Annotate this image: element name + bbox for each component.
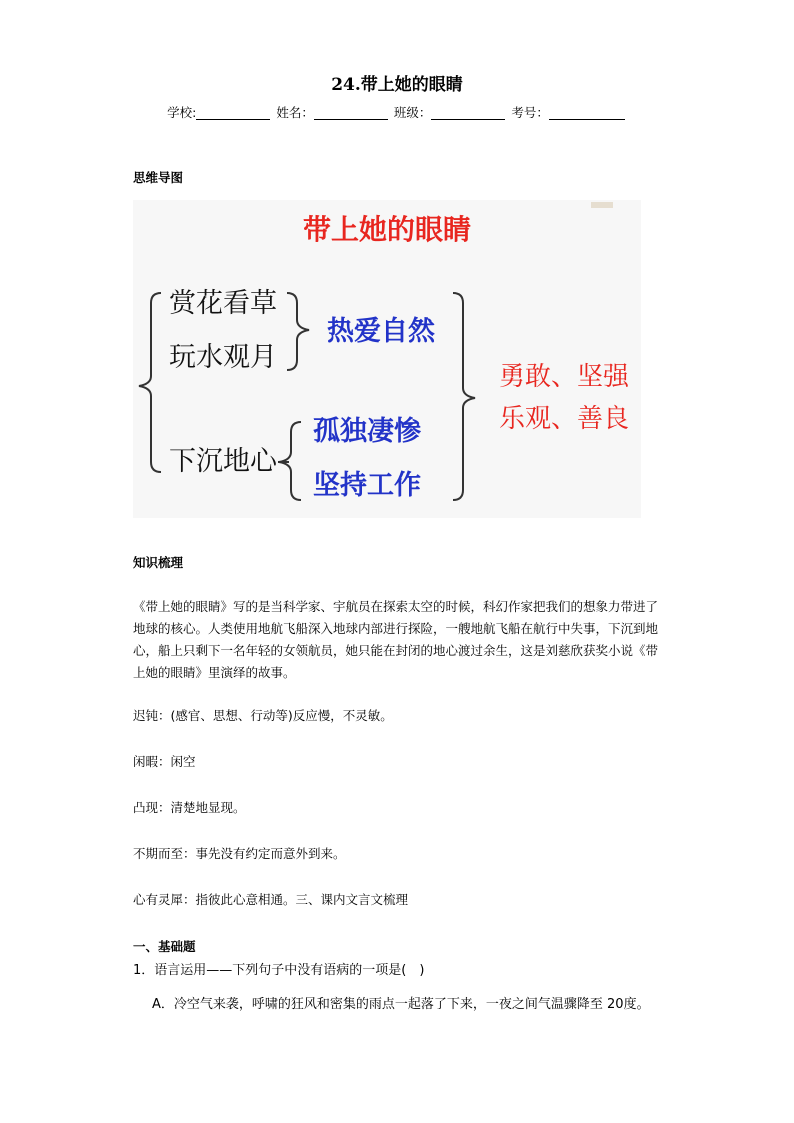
vocab-item: 心有灵犀：指彼此心意相通。三、课内文言文梳理 [133, 892, 409, 907]
vocab-item: 凸现：清楚地显现。 [133, 800, 246, 815]
left-item: 玩水观月 [169, 342, 277, 373]
blue-item: 坚持工作 [313, 470, 421, 501]
school-blank [196, 105, 270, 120]
student-info-line [0, 103, 794, 121]
number-label: 考号： [511, 105, 549, 120]
outer-right-bracket [453, 293, 475, 500]
mindmap-image [133, 200, 641, 518]
blue-item: 孤独凄惨 [313, 416, 421, 447]
inner-left-bracket [279, 422, 301, 500]
mindmap-heading: 思维导图 [133, 170, 184, 185]
vocab-item: 闲暇：闲空 [133, 754, 196, 769]
section-heading: 一、基础题 [133, 939, 196, 954]
option-a: A．冷空气来袭，呼啸的狂风和密集的雨点一起落了下来，一夜之间气温骤降至 20度。 [152, 997, 650, 1012]
name-blank [314, 105, 388, 120]
intro-paragraph: 《带上她的眼睛》写的是当科学家、宇航员在探索太空的时候，科幻作家把我们的想象力带进了地球的核心。人类使用地航飞船深入地球内部进行探险，一艘地航飞船在航行中失事，下沉到地心，船上只剩下一名年轻的女领航员，她只能在封闭的地心渡过余生，这是刘慈欣获奖小说《带上她的眼睛》里演绎的故事。 [133, 599, 659, 680]
name-label: 姓名： [276, 105, 314, 120]
inner-right-bracket [287, 293, 309, 370]
school-label: 学校: [167, 105, 197, 120]
number-blank [549, 105, 625, 120]
vocab-item: 不期而至：事先没有约定而意外到来。 [133, 846, 346, 861]
blue-item: 热爱自然 [327, 316, 435, 347]
left-item: 赏花看草 [169, 288, 277, 319]
red-item: 勇敢、坚强 [499, 362, 630, 392]
knowledge-heading: 知识梳理 [133, 555, 184, 570]
mindmap-title: 带上她的眼睛 [302, 213, 471, 246]
outer-left-bracket [139, 293, 161, 472]
red-item: 乐观、善良 [499, 404, 630, 434]
document-title: 24.带上她的眼睛 [331, 75, 463, 95]
left-item: 下沉地心 [169, 446, 277, 477]
class-blank [431, 105, 505, 120]
class-label: 班级： [393, 105, 432, 120]
question-1: 1．语言运用——下列句子中没有语病的一项是( ) [133, 963, 425, 978]
vocab-item: 迟钝：(感官、思想、行动等)反应慢，不灵敏。 [133, 708, 393, 723]
